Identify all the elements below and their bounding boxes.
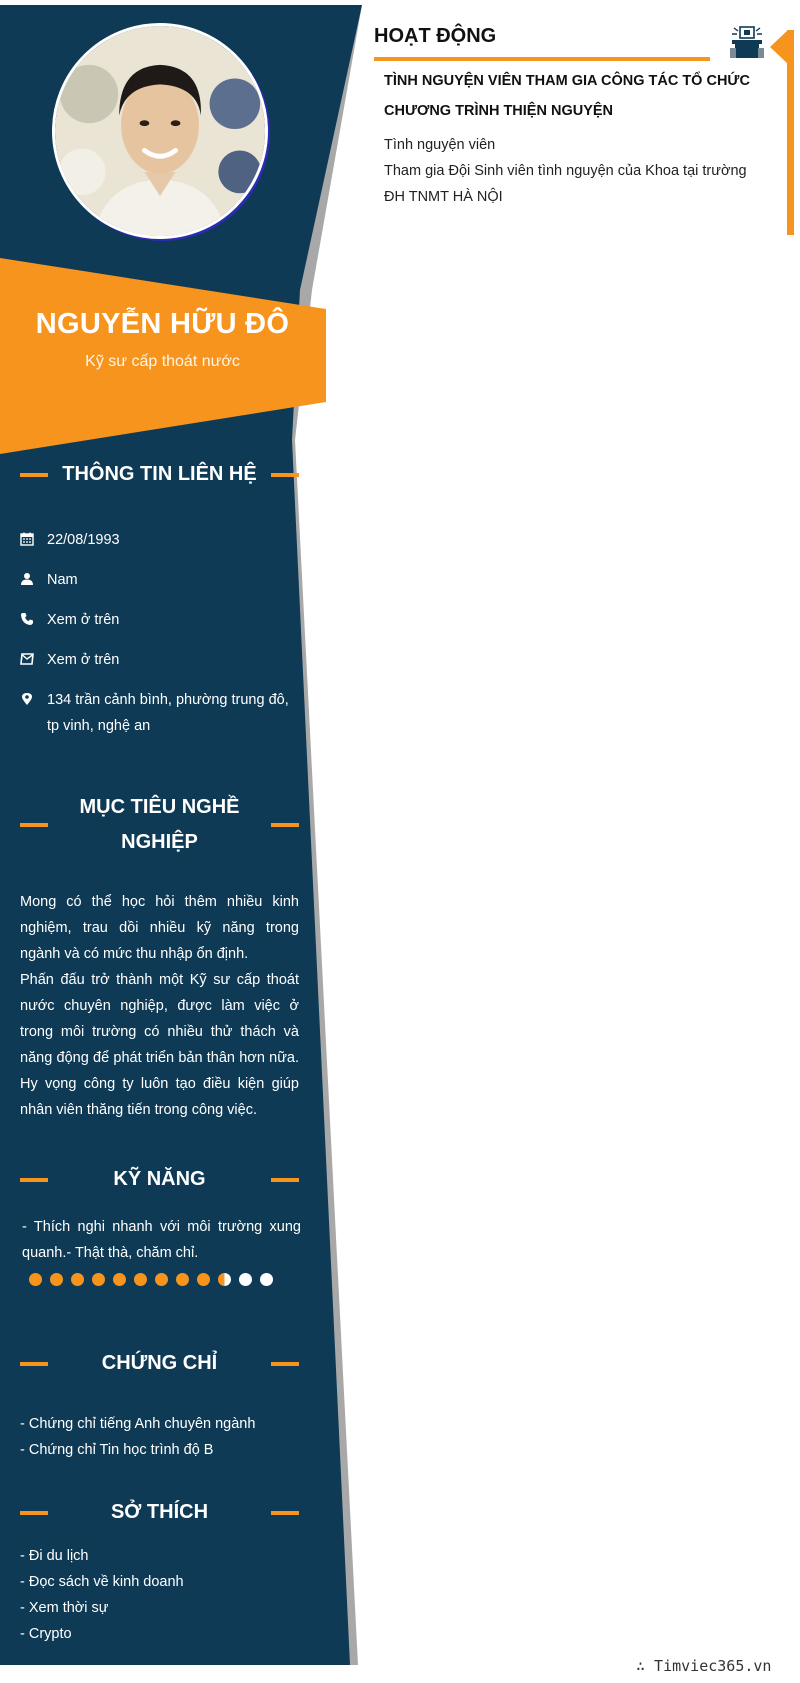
- contact-heading-title: THÔNG TIN LIÊN HỆ: [62, 463, 257, 485]
- contact-heading: [20, 457, 299, 492]
- contact-address: [20, 687, 300, 739]
- objective-heading: [20, 790, 299, 860]
- contact-list: [20, 527, 300, 753]
- skill-dot: [50, 1273, 63, 1286]
- skill-dot: [197, 1273, 210, 1286]
- skills-heading-title: KỸ NĂNG: [113, 1168, 206, 1190]
- skill-dot: [29, 1273, 42, 1286]
- volunteer-icon: [728, 24, 766, 62]
- heading-dash-right: [271, 1511, 299, 1515]
- heading-dash-left: [20, 473, 48, 477]
- user-icon: [20, 567, 47, 586]
- hobbies-heading-title: SỞ THÍCH: [110, 1501, 209, 1523]
- skill-rating: [29, 1273, 281, 1286]
- avatar: [52, 23, 268, 239]
- skill-dot: [71, 1273, 84, 1286]
- heading-dash-left: [20, 1362, 48, 1366]
- heading-dash-left: [20, 1178, 48, 1182]
- name-block: [0, 308, 325, 371]
- list-item: - Crypto: [20, 1626, 72, 1642]
- skill-dot: [134, 1273, 147, 1286]
- activity-role: Tình nguyện viên: [384, 137, 496, 153]
- objective-paragraph: Mong có thể học hỏi thêm nhiều kinh nghiệm, trau dồi nhiều kỹ năng trong ngành và có mức thu nhập ổn định.: [20, 894, 299, 962]
- job-title: Kỹ sư cấp thoát nước: [85, 353, 240, 370]
- objective-text: [20, 889, 299, 1123]
- heading-dash-left: [20, 823, 48, 827]
- skills-text: - Thích nghi nhanh với môi trường xung quanh.- Thật thà, chăm chỉ.: [22, 1219, 301, 1261]
- activities-underline: [374, 57, 710, 61]
- activities-heading: HOẠT ĐỘNG: [374, 25, 497, 47]
- certificates-heading: [20, 1346, 299, 1381]
- skill-dot: [218, 1273, 231, 1286]
- certificates-heading-title: CHỨNG CHỈ: [101, 1352, 218, 1374]
- contact-value: Xem ở trên: [47, 652, 120, 668]
- list-item: - Chứng chỉ Tin học trình độ B: [20, 1442, 214, 1458]
- contact-value: Xem ở trên: [47, 612, 120, 628]
- hobbies-heading: [20, 1495, 299, 1530]
- contact-gender: [20, 567, 300, 593]
- accent-bar: [787, 30, 794, 235]
- list-item: - Chứng chỉ tiếng Anh chuyên ngành: [20, 1416, 256, 1432]
- skills-heading: [20, 1162, 299, 1197]
- contact-value: 22/08/1993: [47, 532, 120, 548]
- certificates-list: [20, 1411, 299, 1463]
- contact-value: Nam: [47, 572, 78, 588]
- list-item: - Đi du lịch: [20, 1548, 89, 1564]
- heading-dash-right: [271, 473, 299, 477]
- skill-dot: [239, 1273, 252, 1286]
- activity-title: TÌNH NGUYỆN VIÊN THAM GIA CÔNG TÁC TỔ CHỨC CHƯƠNG TRÌNH THIỆN NGUYỆN: [384, 73, 750, 119]
- contact-birthday: [20, 527, 300, 553]
- avatar-photo: [55, 26, 265, 236]
- skill-dot: [176, 1273, 189, 1286]
- skill-dot: [113, 1273, 126, 1286]
- contact-phone: [20, 607, 300, 633]
- watermark: ∴ Timviec365.vn: [636, 1657, 772, 1675]
- heading-dash-left: [20, 1511, 48, 1515]
- candidate-name: NGUYỄN HỮU ĐÔ: [35, 308, 290, 340]
- activity-description: Tham gia Đội Sinh viên tình nguyện của Khoa tại trường ĐH TNMT HÀ NỘI: [384, 163, 747, 205]
- list-item: - Đọc sách về kinh doanh: [20, 1574, 184, 1590]
- objective-paragraph: Phấn đấu trở thành một Kỹ sư cấp thoát nước chuyên nghiệp, được làm việc ở trong môi trường có nhiều thử thách và năng động để phát triển bản thân hơn nữa. Hy vọng công ty luôn tạo điều kiện giúp nhân viên thăng tiến trong công việc.: [20, 972, 299, 1118]
- accent-triangle: [770, 30, 788, 64]
- contact-email: [20, 647, 300, 673]
- phone-icon: [20, 607, 47, 626]
- hobbies-list: [20, 1543, 299, 1647]
- skill-dot: [155, 1273, 168, 1286]
- heading-dash-right: [271, 823, 299, 827]
- skill-dot: [260, 1273, 273, 1286]
- email-icon: [20, 647, 47, 666]
- heading-dash-right: [271, 1362, 299, 1366]
- location-icon: [20, 687, 47, 706]
- list-item: - Xem thời sự: [20, 1600, 109, 1616]
- objective-heading-title: MỤC TIÊU NGHỀ NGHIỆP: [79, 796, 240, 853]
- contact-value: 134 trần cảnh bình, phường trung đô, tp vinh, nghệ an: [47, 692, 289, 734]
- skill-dot: [92, 1273, 105, 1286]
- calendar-icon: [20, 527, 47, 546]
- heading-dash-right: [271, 1178, 299, 1182]
